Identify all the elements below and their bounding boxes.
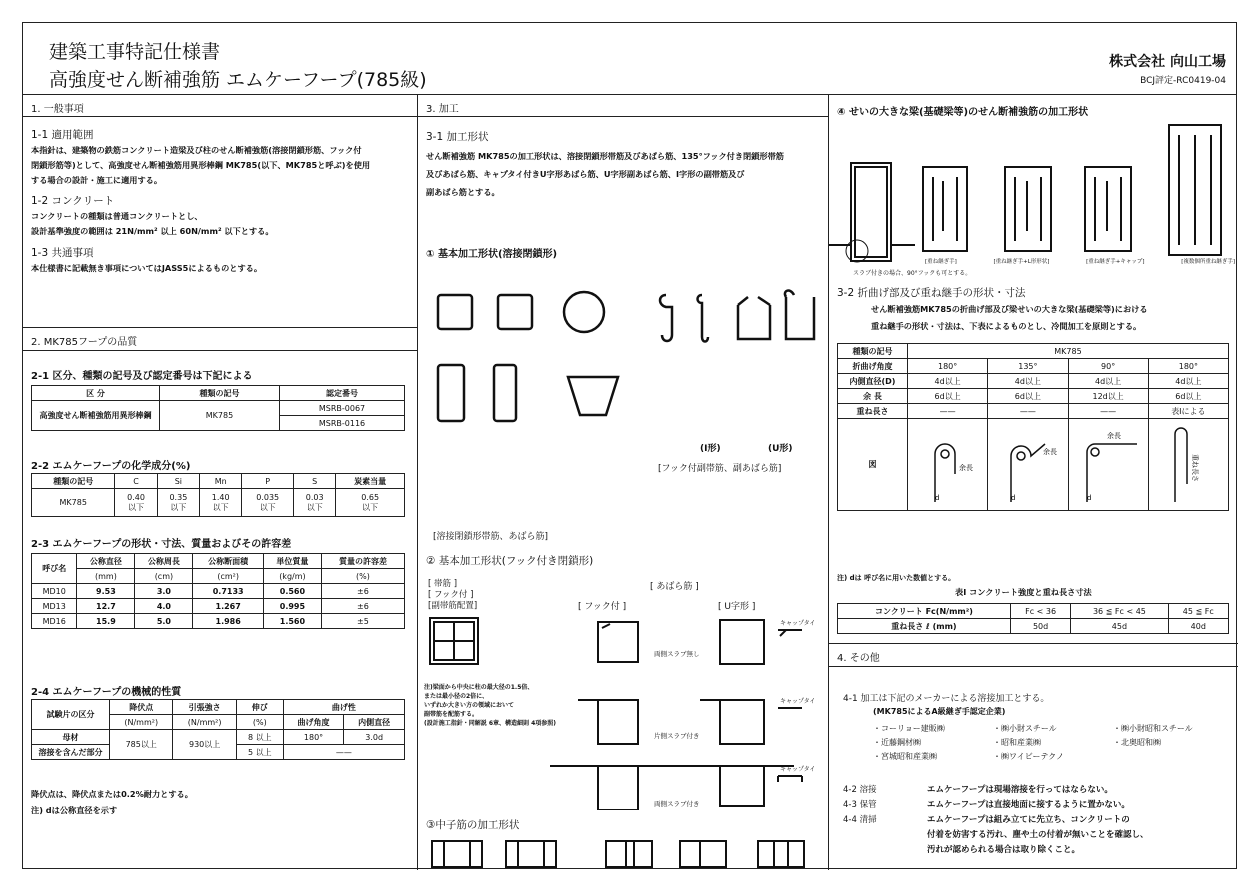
d-text: d <box>1087 493 1092 502</box>
td: 6d以上 <box>988 389 1068 404</box>
td: 180° <box>1148 359 1228 374</box>
td: ±5 <box>321 614 404 629</box>
td <box>336 489 405 517</box>
s11-title: 1-1 適用範囲 <box>31 129 94 141</box>
fig-lap <box>1148 419 1228 511</box>
val: 1.40 <box>211 492 230 502</box>
t1-title: 表Ⅰ コンクリート強度と重ね長さ寸法 <box>955 587 1092 597</box>
t-note: 注) dは 呼び名に用いた数値とする。 <box>837 574 956 582</box>
td: 8 以上 <box>236 730 283 745</box>
note-line: (設計施工指針・同解説 6章、構造細則 4項参照) <box>424 720 557 727</box>
d4-title: ④ せいの大きな梁(基礎梁等)のせん断補強筋の加工形状 <box>837 107 1089 118</box>
th: 公称周長 <box>135 554 193 569</box>
maker-item: ・昭和産業㈱ <box>993 738 1041 747</box>
td: 5.0 <box>135 614 193 629</box>
s42-44 <box>843 783 1149 858</box>
note-line: または最小径の2倍に、 <box>424 693 489 700</box>
td: 1.986 <box>193 614 264 629</box>
beam-label: [重ね継ぎ手] <box>925 259 957 265</box>
cert-number: BCJ評定-RC0419-04 <box>1140 76 1226 86</box>
th: P <box>242 474 294 489</box>
fig-180 <box>908 419 988 511</box>
d1-title: ① 基本加工形状(溶接閉鎖形) <box>426 249 558 260</box>
item-label: 4-2 溶接 <box>843 785 877 795</box>
td: —— <box>283 745 404 760</box>
s31-title: 3-1 加工形状 <box>426 131 489 143</box>
unit: (%) <box>236 715 283 730</box>
td <box>157 489 199 517</box>
s24-note2: 注) dは公称直径を示す <box>31 805 118 815</box>
td: 高強度せん断補強筋用異形棒鋼 <box>32 401 160 431</box>
slab-one: 片側スラブ付き <box>654 732 700 740</box>
s41-sub: (MK785によるA級継ぎ手認定企業) <box>873 707 1006 716</box>
section1-title: 1. 一般事項 <box>23 95 417 117</box>
td: 12d以上 <box>1068 389 1148 404</box>
s32-title: 3-2 折曲げ部及び重ね継手の形状・寸法 <box>837 287 1026 299</box>
th: 区 分 <box>32 386 160 401</box>
td: 50d <box>1010 619 1070 634</box>
td: —— <box>908 404 988 419</box>
unit: (N/mm²) <box>173 715 236 730</box>
hoop-note <box>424 683 556 728</box>
note-line: 副帯筋を配筋する。 <box>424 711 479 718</box>
d-text: d <box>934 493 940 502</box>
unit: (cm²) <box>193 569 264 584</box>
below: 以下 <box>259 502 276 512</box>
td <box>115 489 157 517</box>
maker-item: ・宮城昭和産業㈱ <box>873 752 937 761</box>
unit: (cm) <box>135 569 193 584</box>
td: 0.7133 <box>193 584 264 599</box>
th: C <box>115 474 157 489</box>
th: S <box>294 474 336 489</box>
s22-title: 2-2 エムケーフープの化学成分(%) <box>31 461 191 472</box>
td: 1.267 <box>193 599 264 614</box>
maker-item: ・㈱ワイビーテクノ <box>993 752 1064 761</box>
th: 引張強さ <box>173 700 236 715</box>
u-label: (U形) <box>768 444 793 454</box>
td: —— <box>1068 404 1148 419</box>
s11-line: 閉鎖形筋等)として、高強度せん断補強筋用異形棒鋼 MK785(以下、MK785と呼ぶ)を使用 <box>31 160 371 170</box>
td <box>242 489 294 517</box>
title-line1: 建築工事特記仕様書 <box>49 41 221 63</box>
slab-both: 両側スラブ付き <box>654 800 700 808</box>
td: 4d以上 <box>908 374 988 389</box>
th: 内側直径(D) <box>838 374 908 389</box>
fukku-label: [ フック付 ] <box>578 602 627 612</box>
unit: (mm) <box>77 569 135 584</box>
s41: 4-1 加工は下記のメーカーによる溶接加工とする。 <box>843 694 1050 704</box>
td: 4d以上 <box>1148 374 1228 389</box>
th: 重ね長さ <box>838 404 908 419</box>
table-24 <box>31 699 405 760</box>
val: 0.65 <box>361 492 380 502</box>
td: 135° <box>988 359 1068 374</box>
td: 4d以上 <box>988 374 1068 389</box>
section2-title: 2. MK785フープの品質 <box>23 327 417 351</box>
yocho-text: 余長 <box>1107 431 1122 440</box>
val: 0.40 <box>127 492 145 502</box>
maker-item: ・北奥昭和㈱ <box>1113 738 1161 747</box>
s32-line: せん断補強筋MK785の折曲げ部及び梁せいの大きな梁(基礎梁等)における <box>871 304 1148 314</box>
td: 3.0 <box>135 584 193 599</box>
s24-title: 2-4 エムケーフープの機械的性質 <box>31 687 182 698</box>
th: 図 <box>838 419 908 511</box>
section3-title: 3. 加工 <box>418 95 828 117</box>
obi-label: [副帯筋配置] <box>428 601 478 611</box>
s12-line: 設計基準強度の範囲は 21N/mm² 以上 60N/mm² 以下とする。 <box>31 226 274 236</box>
bend-135-figure <box>993 424 1063 504</box>
td: 90° <box>1068 359 1148 374</box>
below: 以下 <box>170 502 187 512</box>
item-text: エムケーフープは現場溶接を行ってはならない。 <box>927 785 1113 795</box>
th: 種類の記号 <box>160 386 280 401</box>
obi-label: [ 帯筋 ] <box>428 579 458 589</box>
td: 930以上 <box>173 730 236 760</box>
maker-item: ・㈱小財昭和スチール <box>1113 724 1193 733</box>
td: 785以上 <box>110 730 173 760</box>
captie-label: キャップタイ <box>780 620 816 627</box>
s13-title: 1-3 共通事項 <box>31 247 94 259</box>
below: 以下 <box>362 502 379 512</box>
td: MD16 <box>32 614 77 629</box>
th: Si <box>157 474 199 489</box>
nakago-diagram <box>418 835 829 869</box>
below: 以下 <box>306 502 323 512</box>
yocho-text: 余長 <box>958 463 973 472</box>
unit: (%) <box>321 569 404 584</box>
maker-list <box>873 723 1233 762</box>
item-text: エムケーフープは組み立てに先立ち、コンクリートの <box>927 815 1130 825</box>
s32-line: 重ね継手の形状・寸法は、下表によるものとし、冷間加工を原則とする。 <box>871 321 1142 331</box>
table-21 <box>31 385 405 431</box>
td: 15.9 <box>77 614 135 629</box>
th: コンクリート Fc(N/mm²) <box>838 604 1011 619</box>
deep-beam-diagram <box>829 121 1238 271</box>
td: 6d以上 <box>908 389 988 404</box>
th: 内側直径 <box>344 715 405 730</box>
table-23 <box>31 553 405 629</box>
td: 12.7 <box>77 599 135 614</box>
item-text: 付着を妨害する汚れ、塵や土の付着が無いことを確認し、 <box>927 830 1149 840</box>
th: MK785 <box>908 344 1229 359</box>
slab-note: スラブ付きの場合、90°フックも可とする。 <box>853 270 972 277</box>
item-label: 4-3 保管 <box>843 800 877 810</box>
s12-line: コンクリートの種類は普通コンクリートとし、 <box>31 211 203 221</box>
ujikei-label: [ U字形 ] <box>718 602 756 612</box>
val: 0.35 <box>169 492 188 502</box>
maker-item: ・㈱小財スチール <box>993 724 1057 733</box>
th: 認定番号 <box>280 386 405 401</box>
bend-180-figure <box>913 424 983 504</box>
th: 余 長 <box>838 389 908 404</box>
d-text: d <box>1010 493 1016 502</box>
obi-label: [ フック付 ] <box>428 590 474 600</box>
s23-title: 2-3 エムケーフープの形状・寸法、質量およびその許容差 <box>31 539 292 550</box>
s13-body: 本仕様書に記載無き事項についてはJASS5によるものとする。 <box>31 263 263 273</box>
th: 種類の記号 <box>838 344 908 359</box>
td: 溶接を含んだ部分 <box>32 745 110 760</box>
column-right <box>829 95 1238 870</box>
kasane-text: 重ね長さ <box>1191 453 1200 482</box>
th: 炭素当量 <box>336 474 405 489</box>
th: 公称直径 <box>77 554 135 569</box>
s31-line: 及びあばら筋、キャプタイ付きU字形あばら筋、U字形副あばら筋、I字形の副帯筋及び <box>426 169 745 179</box>
th: Fc < 36 <box>1010 604 1070 619</box>
th: 36 ≦ Fc < 45 <box>1071 604 1168 619</box>
th: 単位質量 <box>263 554 321 569</box>
th: 折曲げ角度 <box>838 359 908 374</box>
s12-title: 1-2 コンクリート <box>31 195 115 207</box>
deep-beam-labels <box>925 257 1235 267</box>
s11-line: する場合の設計・施工に適用する。 <box>31 175 163 185</box>
d1-caption: [溶接閉鎖形帯筋、あばら筋] <box>433 532 549 542</box>
td: MSRB-0067 <box>280 401 405 416</box>
column-left <box>23 95 418 870</box>
th: 重ね長さ ℓ (mm) <box>838 619 1011 634</box>
below: 以下 <box>128 502 145 512</box>
td: MK785 <box>32 489 115 517</box>
lap-figure <box>1153 424 1223 504</box>
s11-body <box>31 143 416 188</box>
td <box>200 489 242 517</box>
table-t1 <box>837 603 1229 634</box>
item-text: エムケーフープは直接地面に接するように置かない。 <box>927 800 1130 810</box>
d2-title: ② 基本加工形状(フック付き閉鎖形) <box>426 555 594 567</box>
bend-90-figure <box>1073 424 1143 504</box>
s21-title: 2-1 区分、種類の記号及び認定番号は下記による <box>31 371 253 382</box>
s12-body <box>31 209 274 239</box>
item-text: 汚れが認められる場合は取り除くこと。 <box>927 845 1081 855</box>
yocho-text: 余長 <box>1042 447 1057 456</box>
th: 曲げ性 <box>283 700 404 715</box>
company-name: 株式会社 向山工場 <box>1109 54 1226 70</box>
td: —— <box>988 404 1068 419</box>
td: 4d以上 <box>1068 374 1148 389</box>
th: 降伏点 <box>110 700 173 715</box>
th: 試験片の区分 <box>32 700 110 730</box>
th: 質量の許容差 <box>321 554 404 569</box>
below: 以下 <box>212 502 229 512</box>
unit: (N/mm²) <box>110 715 173 730</box>
spec-sheet <box>22 22 1237 869</box>
title-line2: 高強度せん断補強筋 エムケーフープ(785級) <box>49 69 427 91</box>
th: Mn <box>200 474 242 489</box>
s31-line: 副あばら筋とする。 <box>426 187 500 197</box>
s24-note1: 降伏点は、降伏点または0.2%耐力とする。 <box>31 789 193 799</box>
fig-135 <box>988 419 1068 511</box>
td: 6d以上 <box>1148 389 1228 404</box>
th: 公称断面積 <box>193 554 264 569</box>
s11-line: 本指針は、建築物の鉄筋コンクリート造梁及び柱のせん断補強筋(溶接閉鎖形筋、フック付 <box>31 145 362 155</box>
td: MD10 <box>32 584 77 599</box>
th: 曲げ角度 <box>283 715 344 730</box>
captie-label: キャップタイ <box>780 766 816 773</box>
d3-title: ③中子筋の加工形状 <box>426 819 520 831</box>
td: 9.53 <box>77 584 135 599</box>
note-line: 注)梁面から中央に柱の最大径の1.5倍、 <box>424 684 534 691</box>
td: MSRB-0116 <box>280 416 405 431</box>
s31-line: せん断補強筋 MK785の加工形状は、溶接閉鎖形帯筋及びあばら筋、135°フック付き閉鎖形帯筋 <box>426 151 784 161</box>
fig-90 <box>1068 419 1148 511</box>
beam-label: [複数個所重ね継ぎ手] <box>1181 259 1235 265</box>
column-middle <box>418 95 829 870</box>
td: 0.995 <box>263 599 321 614</box>
beam-label: [重ね継ぎ手+L形形状] <box>993 259 1050 265</box>
note-line: いずれか大きい方の領域において <box>424 702 515 709</box>
td: 3.0d <box>344 730 405 745</box>
th: 呼び名 <box>32 554 77 584</box>
td: 40d <box>1168 619 1228 634</box>
hook-caption: [フック付副帯筋、副あばら筋] <box>658 464 782 474</box>
td: MD13 <box>32 599 77 614</box>
i-label: (I形) <box>700 444 721 454</box>
table-22 <box>31 473 405 517</box>
td: 0.560 <box>263 584 321 599</box>
val: 0.03 <box>305 492 324 502</box>
td: 180° <box>283 730 344 745</box>
val: 0.035 <box>256 492 280 502</box>
unit: (kg/m) <box>263 569 321 584</box>
s32-body <box>871 301 1148 335</box>
header <box>23 23 1236 95</box>
s31-body <box>426 147 784 201</box>
beam-label: [重ね継ぎ手+キャップ] <box>1086 259 1145 265</box>
maker-item: ・近藤鋼材㈱ <box>873 738 921 747</box>
th: 45 ≦ Fc <box>1168 604 1228 619</box>
td: MK785 <box>160 401 280 431</box>
td: 表Ⅰによる <box>1148 404 1228 419</box>
td: 母材 <box>32 730 110 745</box>
td: 5 以上 <box>236 745 283 760</box>
td <box>294 489 336 517</box>
th: 伸び <box>236 700 283 715</box>
th: 種類の記号 <box>32 474 115 489</box>
td: 45d <box>1071 619 1168 634</box>
abara-label: [ あばら筋 ] <box>650 582 699 592</box>
td: ±6 <box>321 599 404 614</box>
td: 4.0 <box>135 599 193 614</box>
captie-label: キャップタイ <box>780 698 816 705</box>
section4-title: 4. その他 <box>829 643 1238 667</box>
td: ±6 <box>321 584 404 599</box>
maker-item: ・コーリョー建販㈱ <box>873 724 945 733</box>
td: 1.560 <box>263 614 321 629</box>
td: 180° <box>908 359 988 374</box>
item-label: 4-4 清掃 <box>843 815 877 825</box>
obi-labels <box>428 579 477 612</box>
table-32 <box>837 343 1229 511</box>
slab-none: 両側スラブ無し <box>654 650 700 658</box>
